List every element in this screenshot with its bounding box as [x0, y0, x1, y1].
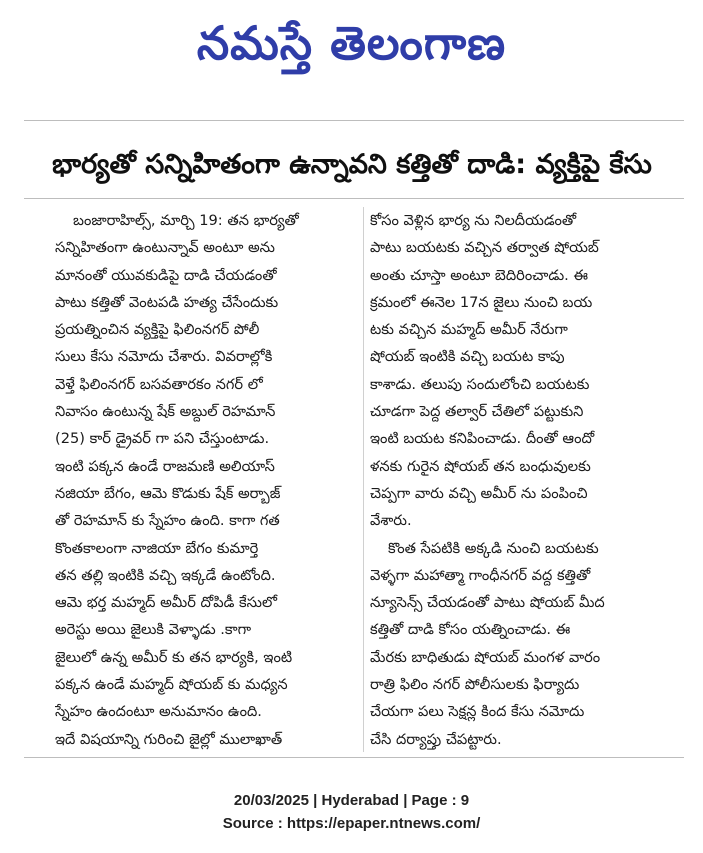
- article-text-line: తన తల్లి ఇంటికి వచ్చి ఇక్కడే ఉంటోంది.: [55, 566, 276, 584]
- article-text-line: పక్కన ఉండే మహ్మద్ షోయబ్ కు మధ్యన: [55, 676, 288, 694]
- article-left-column: [55, 207, 360, 753]
- article-text-line: చూడగా పెద్ద తల్వార్ చేతిలో పట్టుకుని: [370, 403, 584, 421]
- article-text-line: వెళ్తే ఫిలింనగర్ బసవతారకం నగర్ లో: [55, 375, 263, 393]
- article-text-line: జైలులో ఉన్న అమీర్ కు తన భార్యకి, ఇంటి: [55, 648, 293, 666]
- article-text-line: ప్రయత్నించిన వ్యక్తిపై ఫిలింనగర్ పోలీ: [55, 321, 260, 339]
- article-text-line: కొంతకాలంగా నాజియా బేగం కుమార్తె: [55, 539, 259, 557]
- article-text-line: చెప్పగా వారు వచ్చి అమీర్ ను పంపించి: [370, 484, 588, 502]
- article-text-line: ఇంటి బయట కనిపించాడు. దీంతో ఆందో: [370, 430, 595, 448]
- bottom-divider: [24, 757, 684, 758]
- masthead-logo-text: నమస్తే తెలంగాణ: [196, 16, 507, 70]
- article-text-line: (25) కార్ డ్రైవర్ గా పని చేస్తుంటాడు.: [55, 430, 270, 448]
- article-text-line: ఇంటి పక్కన ఉండే రాజమణి అలియాస్: [55, 457, 275, 475]
- article-text-line: నివాసం ఉంటున్న షేక్ అబ్దుల్ రెహమాన్: [55, 403, 276, 421]
- article-headline: భార్యతో సన్నిహితంగా ఉన్నావని కత్తితో దాడి: వ్యక్తిపై కేసు: [52, 149, 652, 180]
- article-text-line: సన్నిహితంగా ఉంటున్నావ్ అంటూ అను: [55, 239, 275, 257]
- article-text-line: ళనకు గురైన షోయబ్ తన బంధువులకు: [370, 457, 591, 475]
- article-text-line: న్యూసెన్స్ చేయడంతో పాటు షోయబ్ మీద: [370, 594, 605, 612]
- article-text-line: మేరకు బాధితుడు షోయబ్ మంగళ వారం: [370, 648, 601, 666]
- article-text-line: క్రమంలో ఈనెల 17న జైలు నుంచి బయ: [370, 293, 593, 311]
- article-text-line: అంతు చూస్తా అంటూ బెదిరించాడు. ఈ: [370, 266, 588, 284]
- article-text-line: టకు వచ్చిన మహ్మద్ అమీర్ నేరుగా: [370, 321, 568, 339]
- article-text-line: నజియా బేగం, ఆమె కొడుకు షేక్ అర్బాజ్: [55, 484, 281, 502]
- article-text-line: రాత్రి ఫిలిం నగర్ పోలీసులకు ఫిర్యాదు: [370, 676, 580, 694]
- article-text-line: వెళ్ళగా మహాత్మా గాంధీనగర్ వద్ద కత్తితో: [370, 566, 591, 584]
- article-text-line: చేసి దర్యాప్తు చేపట్టారు.: [370, 730, 502, 748]
- footer-date-page: 20/03/2025 | Hyderabad | Page : 9: [233, 792, 470, 809]
- article-text-line: పాటు కత్తితో వెంటపడి హత్య చేసేందుకు: [55, 293, 279, 311]
- article-text-line: మానంతో యువకుడిపై దాడి చేయడంతో: [55, 266, 277, 284]
- footer-source: Source : https://epaper.ntnews.com/: [222, 815, 481, 832]
- article-text-line: అరెస్టు అయి జైలుకి వెళ్ళాడు .కాగా: [55, 621, 252, 639]
- top-divider: [24, 120, 684, 121]
- article-text-line: కత్తితో దాడి కోసం యత్నించాడు. ఈ: [370, 621, 571, 639]
- article-text-line: కాశాడు. తలుపు సందులోంచి బయటకు: [370, 375, 590, 393]
- masthead: [0, 6, 703, 80]
- article-text-line: బంజారాహిల్స్, మార్చి 19: తన భార్యతో: [73, 212, 299, 229]
- article-right-column: [370, 207, 665, 753]
- article-text-line: కొంత సేపటికి అక్కడి నుంచి బయటకు: [388, 539, 599, 557]
- article-text-line: సులు కేసు నమోదు చేశారు. వివరాల్లోకి: [55, 348, 273, 366]
- article-text-line: స్నేహం ఉందంటూ అనుమానం ఉంది.: [55, 703, 262, 721]
- article-text-line: చేయగా పలు సెక్షన్ల కింద కేసు నమోదు: [370, 703, 585, 721]
- article-text-line: కోసం వెళ్లిన భార్య ను నిలదీయడంతో: [370, 212, 577, 229]
- article-text-line: వేశారు.: [370, 512, 412, 530]
- article-text-line: ఇదే విషయాన్ని గురించి జైల్లో ములాఖాత్: [55, 730, 283, 748]
- article-text-line: షోయబ్ ఇంటికి వచ్చి బయట కాపు: [370, 348, 565, 366]
- article-text-line: పాటు బయటకు వచ్చిన తర్వాత షోయబ్: [370, 239, 599, 257]
- article-text-line: ఆమె భర్త మహ్మద్ అమీర్ దోపిడీ కేసులో: [55, 594, 277, 612]
- column-separator: [363, 207, 364, 752]
- article-text-line: తో రెహమాన్ కు స్నేహం ఉంది. కాగా గత: [55, 512, 280, 530]
- headline-divider: [24, 198, 684, 199]
